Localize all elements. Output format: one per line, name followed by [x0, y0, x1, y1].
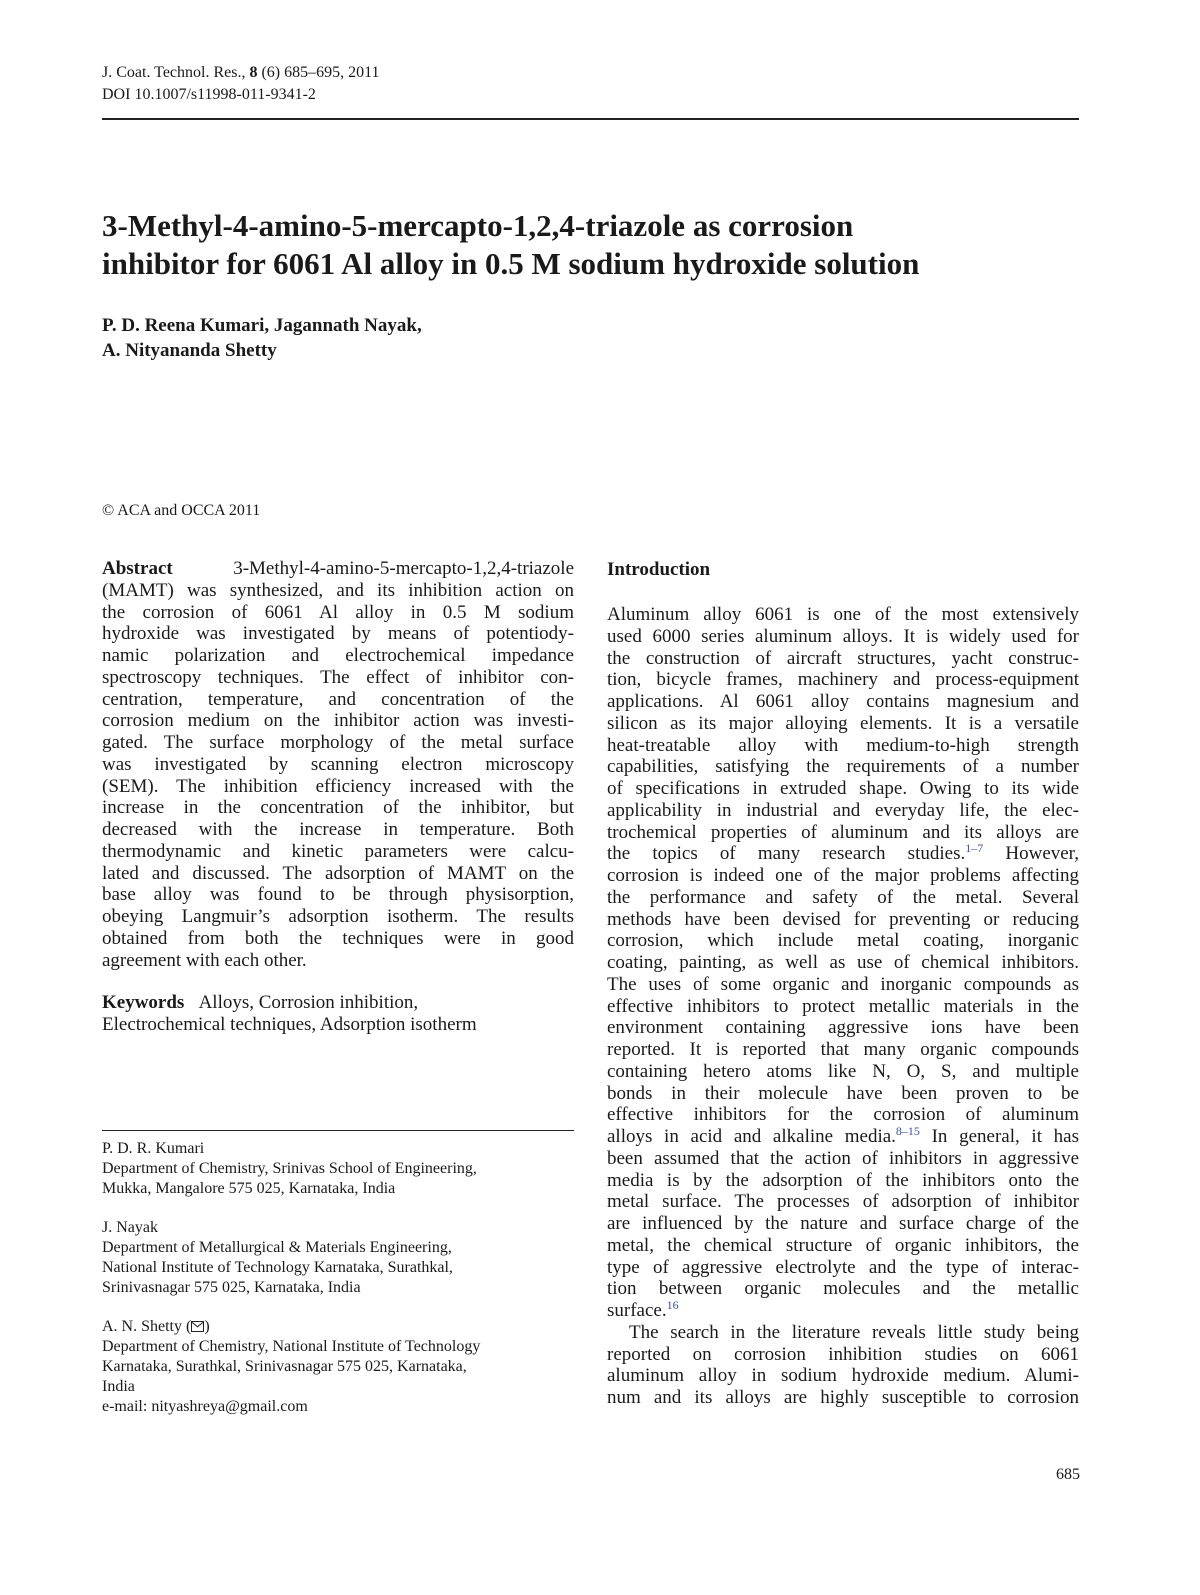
abstract-line: gated. The surface morphology of the metal surface — [102, 732, 574, 753]
title-line: inhibitor for 6061 Al alloy in 0.5 M sodium hydroxide solution — [102, 246, 920, 281]
abstract-line: Abstract 3-Methyl-4-amino-5-mercapto-1,2,4-triazole — [102, 558, 574, 579]
affiliation-name: J. Nayak — [102, 1219, 158, 1236]
copyright-notice: © ACA and OCCA 2011 — [102, 502, 261, 519]
line-with-citation: alloys in acid and alkaline media.$^{8-15}$ In general, it has — [607, 1124, 1079, 1147]
citation-link[interactable]: 16 — [666, 1298, 679, 1312]
left-column — [102, 558, 574, 1036]
abstract-line: increase in the concentration of the inhibitor, but — [102, 797, 574, 819]
introduction-body: Aluminum alloy 6061 is one of the most extensively used 6000 series aluminum alloys. It is widely used for the construction of aircraft structures, yacht construc- tion, bicycle frames, machinery and process-equipment applications. Al 6061 alloy contains magnesium and silicon as its major alloying elements. It is a versatile heat-treatable alloy with medium-to-high strength capabilities, satisfying the requirements of a number of specifications in extruded shape. Owing to its wide applicability in industrial and everyday life, the elec- trochemical properties of aluminum and its alloys are the topics of many research studies.$^{1-7}$ However, corrosion is indeed one of the major problems affecting the performance and safety of the metal. Several methods have been devised for preventing or reducing corrosion, which include metal coating, inorganic coating, painting, as well as use of chemical inhibitors. The uses of some organic and inorganic compounds as effective inhibitors to protect metallic materials in the environment containing aggressive ions have been reported. It is reported that many organic compounds containing hetero atoms like N, O, S, and multiple bonds in their molecule have been proven to be effective inhibitors for the corrosion of aluminum alloys in acid and alkaline media.$^{8-15}$ In general, it has been assumed that the action of inhibitors in aggressive media is by the adsorption of the inhibitors onto the metal surface. The processes of adsorption of inhibitor are influenced by the nature and surface charge of the metal, the chemical structure of organic inhibitors, the type of aggressive electrolyte and the type of interac- tion between organic molecules and the metallic surface.$^{16}$ The search in the literature reveals little study being reported on corrosion inhibition studies on 6061 aluminum alloy in sodium hydroxide medium. Alumi- num and its alloys are highly susceptible to corrosion — [607, 604, 1079, 1408]
journal-volume: 8 — [249, 64, 258, 81]
abstract-line: (MAMT) was synthesized, and its inhibition action on — [102, 579, 574, 601]
title-line: 3-Methyl-4-amino-5-mercapto-1,2,4-triazole as corrosion — [102, 208, 854, 243]
paper-title — [102, 207, 1079, 283]
affiliation-shetty: A. N. Shetty ( ) Department of Chemistry, National Institute of Technology Karnataka, Surathkal, Srinivasnagar 575 025, Karnataka, India e-mail: nityashreya@gmail.com — [102, 1317, 574, 1417]
author-email: e-mail: nityashreya@gmail.com — [102, 1398, 308, 1415]
abstract-line: decreased with the increase in temperature. Both — [102, 819, 574, 840]
abstract-line: thermodynamic and kinetic parameters were calcu- — [102, 840, 574, 862]
abstract-line: lated and discussed. The adsorption of MAMT on the — [102, 862, 574, 884]
header-rule — [102, 118, 1079, 120]
journal-header — [102, 62, 380, 106]
abstract — [102, 558, 574, 971]
journal-doi: DOI 10.1007/s11998-011-9341-2 — [102, 86, 316, 103]
abstract-line: corrosion medium on the inhibitor action was investi- — [102, 710, 574, 732]
page-number: 685 — [1056, 1466, 1080, 1483]
citation-link[interactable]: 8–15 — [895, 1124, 920, 1138]
abstract-line: the corrosion of 6061 Al alloy in 0.5 M sodium — [102, 601, 574, 623]
abstract-line: spectroscopy techniques. The effect of inhibitor con- — [102, 666, 574, 688]
affiliation-name: P. D. R. Kumari — [102, 1140, 205, 1157]
abstract-line: namic polarization and electrochemical impedance — [102, 645, 574, 666]
abstract-line: was investigated by scanning electron microscopy — [102, 753, 574, 775]
line-with-citation: surface.$^{16}$ — [607, 1298, 679, 1321]
envelope-icon — [191, 1321, 204, 1332]
abstract-line: centration, temperature, and concentration of the — [102, 688, 574, 710]
abstract-line: obeying Langmuir’s adsorption isotherm. The results — [102, 906, 574, 927]
line-with-citation: the topics of many research studies.$^{1-7}$ However, — [607, 841, 1079, 865]
abstract-line: (SEM). The inhibition efficiency increased with the — [102, 775, 574, 797]
abstract-line: base alloy was found to be through physisorption, — [102, 884, 574, 906]
right-column — [607, 558, 1079, 1409]
introduction-heading: Introduction — [607, 559, 711, 580]
abstract-line: agreement with each other. — [102, 949, 307, 971]
abstract-heading: Abstract — [102, 558, 173, 579]
affiliation-name: A. N. Shetty ( ) — [102, 1318, 210, 1335]
citation-link[interactable]: 1–7 — [965, 841, 984, 856]
keywords-heading: Keywords — [102, 992, 185, 1014]
journal-citation: J. Coat. Technol. Res., 8 (6) 685–695, 2011 — [102, 64, 380, 81]
affiliation-rule — [102, 1130, 574, 1131]
keywords: Keywords Alloys, Corrosion inhibition, Electrochemical techniques, Adsorption isotherm — [102, 992, 477, 1035]
author-line: A. Nityananda Shetty — [102, 340, 277, 361]
affiliation-nayak: J. Nayak Department of Metallurgical & Materials Engineering, National Institute of Technology Karnataka, Surathkal, Srinivasnagar 575 025, Karnataka, India — [102, 1218, 574, 1298]
affiliation-kumari: P. D. R. Kumari Department of Chemistry, Srinivas School of Engineering, Mukka, Mangalore 575 025, Karnataka, India — [102, 1139, 574, 1199]
abstract-line: hydroxide was investigated by means of potentiody- — [102, 623, 574, 645]
author-list — [102, 313, 422, 363]
author-line: P. D. Reena Kumari, Jagannath Nayak, — [102, 315, 422, 336]
abstract-line: obtained from both the techniques were in good — [102, 927, 574, 949]
